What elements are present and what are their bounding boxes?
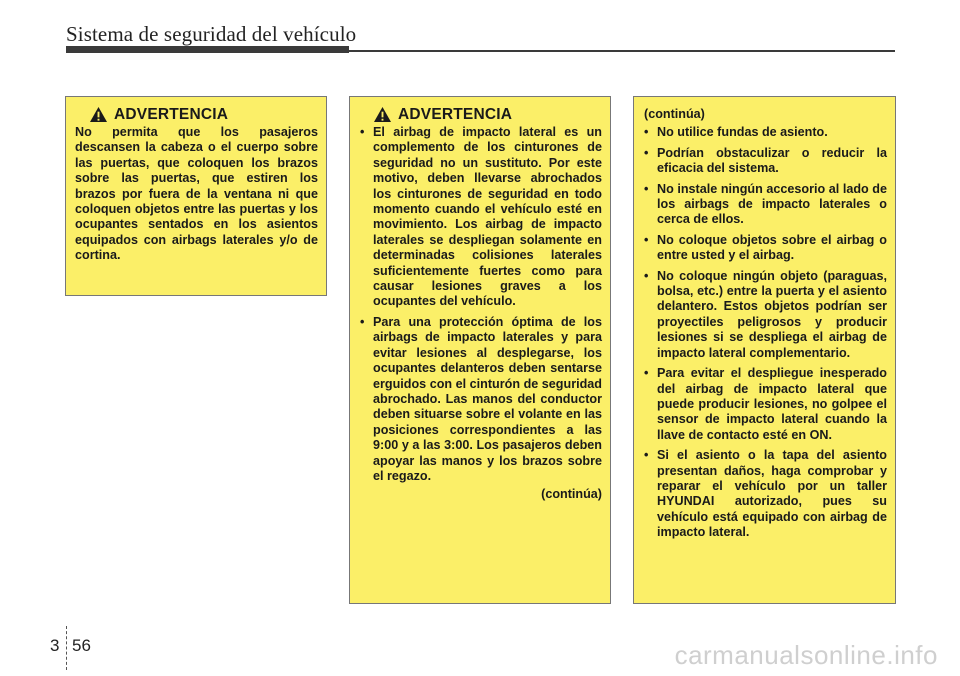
warning-box-1	[65, 96, 327, 296]
page-number: 56	[72, 636, 91, 655]
header-rule-thin	[349, 50, 895, 52]
list-item: • Para evitar el despliegue inesperado del airbag de impacto lateral que puede producir lesiones, no golpee el sensor de impacto lateral cuando la llave de contacto esté en ON.	[643, 366, 887, 443]
header-rule-thick	[66, 46, 349, 53]
list-item: • No coloque ningún objeto (paraguas, bolsa, etc.) entre la puerta y el asiento delantero. Estos objetos podrían ser proyectiles peligrosos y producir lesiones si se despliega el airbag de impacto lateral complementario.	[643, 269, 887, 361]
warning-list-2	[359, 125, 602, 484]
warning-title-text: ADVERTENCIA	[398, 105, 513, 123]
list-item: • Si el asiento o la tapa del asiento presentan daños, haga comprobar y reparar el vehículo por un taller HYUNDAI autorizado, pues su vehículo está equipado con airbag de impacto lateral.	[643, 448, 887, 540]
warning-text-1: No permita que los pasajeros descansen la cabeza o el cuerpo sobre las puertas, que coloquen los brazos sobre las puertas, que estiren los brazos por fuera de la ventana ni que coloquen objetos entre las puertas y los ocupantes sentados en los asientos equipados con airbags laterales y/o de cortina.	[75, 125, 318, 263]
warning-triangle-icon	[89, 106, 108, 123]
list-item: • No coloque objetos sobre el airbag o entre usted y el airbag.	[643, 233, 887, 264]
warning-title-2	[373, 106, 602, 123]
warning-triangle-icon	[373, 106, 392, 123]
list-item: • No utilice fundas de asiento.	[643, 125, 887, 140]
continued-heading: (continúa)	[644, 107, 705, 121]
continued-label: (continúa)	[541, 487, 602, 502]
list-item: • Para una protección óptima de los airbags de impacto laterales y para evitar lesiones al desplegarse, los ocupantes delanteros deben sentarse erguidos con el cinturón de seguridad abrochado. Las manos del conductor deben situarse sobre el volante en las posiciones correspondientes a las 9:00 y a las 3:00. Los pasajeros deben apoyar las manos y los brazos sobre el regazo.	[359, 315, 602, 484]
warning-box-2	[349, 96, 611, 604]
warning-title-text: ADVERTENCIA	[114, 105, 229, 123]
footer-divider	[66, 626, 67, 670]
list-item: • El airbag de impacto lateral es un complemento de los cinturones de seguridad no un sustituto. Por este motivo, deben llevarse abrochados los cinturones de seguridad en todo momento cuando el vehículo esté en movimiento. Los airbag de impacto laterales se despliegan solamente en determinadas colisiones laterales suficientemente fuertes como para causar lesiones graves a los ocupantes del vehículo.	[359, 125, 602, 310]
chapter-number: 3	[50, 636, 60, 655]
page-title: Sistema de seguridad del vehículo	[66, 22, 357, 46]
warning-title-1	[89, 106, 318, 123]
warning-list-3	[643, 125, 887, 540]
list-item: • Podrían obstaculizar o reducir la eficacia del sistema.	[643, 146, 887, 177]
watermark: carmanualsonline.info	[674, 640, 938, 670]
warning-box-3	[633, 96, 896, 604]
list-item: • No instale ningún accesorio al lado de los airbags de impacto laterales o cerca de ellos.	[643, 182, 887, 228]
